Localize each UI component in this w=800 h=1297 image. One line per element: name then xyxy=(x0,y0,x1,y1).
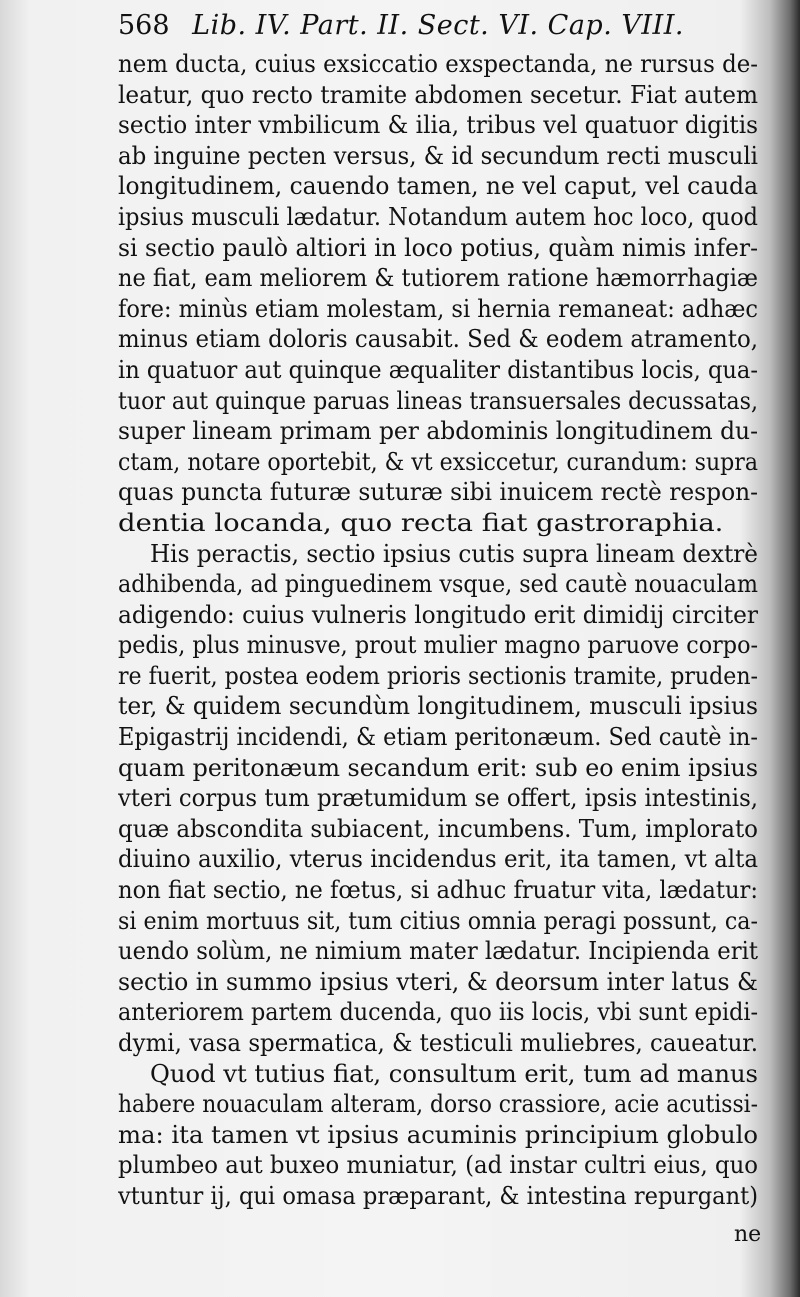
text-line: leatur, quo recto tramite abdomen secetur. Fiat autem xyxy=(118,79,758,109)
text-line: anteriorem partem ducenda, quo iis locis, vbi sunt epidi- xyxy=(118,997,758,1027)
running-head: Lib. IV. Part. II. Sect. VI. Cap. VIII. xyxy=(192,10,684,41)
text-line: His peractis, sectio ipsius cutis supra lineam dextrè xyxy=(150,538,758,568)
text-line: fore: minùs etiam molestam, si hernia remaneat: adhæc xyxy=(118,293,758,323)
text-line: minus etiam doloris causabit. Sed & eodem atramento, xyxy=(118,324,758,354)
text-line: pedis, plus minusve, prout mulier magno paruove corpo- xyxy=(118,630,758,660)
text-line: ne fiat, eam meliorem & tutiorem ratione hæmorrhagiæ xyxy=(118,263,758,293)
text-line: super lineam primam per abdominis longitudinem du- xyxy=(118,416,758,446)
text-line: quas puncta futuræ suturæ sibi inuicem rectè respon- xyxy=(118,477,758,507)
text-line: diuino auxilio, vterus incidendus erit, ita tamen, vt alta xyxy=(118,844,758,874)
text-line: non fiat sectio, ne fœtus, si adhuc fruatur vita, lædatur: xyxy=(118,875,758,905)
text-line: dentia locanda, quo recta fiat gastroraphia. xyxy=(118,507,724,537)
catchword: ne xyxy=(734,1222,762,1247)
text-line: sectio inter vmbilicum & ilia, tribus vel quatuor digitis xyxy=(118,110,758,140)
text-line: uendo solùm, ne nimium mater lædatur. Incipienda erit xyxy=(118,936,758,966)
text-line: in quatuor aut quinque æqualiter distantibus locis, qua- xyxy=(118,354,758,384)
text-line: adigendo: cuius vulneris longitudo erit dimidij circiter xyxy=(118,599,758,629)
text-line: Epigastrij incidendi, & etiam peritonæum. Sed cautè in- xyxy=(118,722,758,752)
text-line: habere nouaculam alteram, dorso crassiore, acie acutissi- xyxy=(118,1089,758,1119)
page-header xyxy=(118,10,684,41)
text-line: longitudinem, cauendo tamen, ne vel caput, vel cauda xyxy=(118,171,758,201)
body-text xyxy=(118,49,763,1212)
text-line: plumbeo aut buxeo muniatur, (ad instar cultri eius, quo xyxy=(118,1150,758,1180)
text-line: Quod vt tutius fiat, consultum erit, tum ad manus xyxy=(150,1058,758,1088)
text-line: ab inguine pecten versus, & id secundum recti musculi xyxy=(118,140,758,170)
text-line: adhibenda, ad pinguedinem vsque, sed cautè nouaculam xyxy=(118,569,758,599)
text-line: quæ abscondita subiacent, incumbens. Tum, implorato xyxy=(118,813,758,843)
text-line: dymi, vasa spermatica, & testiculi muliebres, caueatur. xyxy=(118,1028,758,1057)
text-line: ipsius musculi lædatur. Notandum autem hoc loco, quod xyxy=(118,201,758,231)
text-line: ter, & quidem secundùm longitudinem, musculi ipsius xyxy=(118,691,758,721)
text-line: vteri corpus tum prætumidum se offert, ipsis intestinis, xyxy=(118,783,758,813)
page-number: 568 xyxy=(118,10,170,41)
text-line: ctam, notare oportebit, & vt exsiccetur, curandum: supra xyxy=(118,446,758,476)
text-line: nem ducta, cuius exsiccatio exspectanda, ne rursus de- xyxy=(118,49,758,78)
text-line: re fuerit, postea eodem prioris sectionis tramite, pruden- xyxy=(118,660,758,690)
text-line: vtuntur ij, qui omasa præparant, & intestina repurgant) xyxy=(118,1180,758,1210)
text-line: quam peritonæum secandum erit: sub eo enim ipsius xyxy=(118,752,758,782)
text-line: si enim mortuus sit, tum citius omnia peragi possunt, ca- xyxy=(118,905,758,935)
text-line: si sectio paulò altiori in loco potius, quàm nimis infer- xyxy=(118,232,758,262)
text-line: tuor aut quinque paruas lineas transuersales decussatas, xyxy=(118,385,758,415)
text-line: ma: ita tamen vt ipsius acuminis principium globulo xyxy=(118,1119,758,1149)
text-line: sectio in summo ipsius vteri, & deorsum inter latus & xyxy=(118,966,758,996)
